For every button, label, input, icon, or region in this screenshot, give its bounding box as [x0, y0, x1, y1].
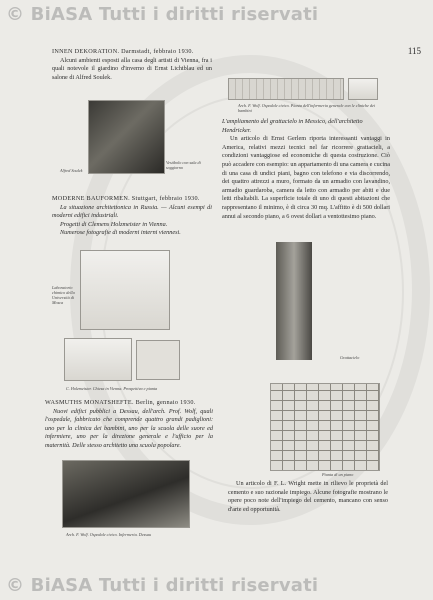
section-body: Un articolo di F. L. Wright mette in rilievo le proprietà del cemento e suo razionale impiego. Alcune fotografie mostrano le opere poco note dell'impiego del cemento, mancano con senso d'arte ed opportunità.	[228, 480, 388, 513]
drawing-church-plan	[136, 340, 180, 380]
watermark-top: © BiASA Tutti i diritti riservati	[6, 4, 319, 25]
section-wasmuths	[45, 399, 213, 451]
section-wright	[228, 480, 388, 514]
section-heading: L'ampliamento del grattacielo in Messico, dell'architetto	[222, 118, 363, 125]
drawing-skyscraper	[276, 242, 312, 360]
caption-skyscraper: Grattacielo	[340, 355, 360, 360]
section-heading: INNEN DEKORATION. Darmstadt, febbraio 1930.	[52, 48, 194, 55]
section-innen-dekoration	[52, 48, 212, 82]
section-heading: MODERNE BAUFORMEN. Stuttgart, febbraio 1930.	[52, 195, 200, 202]
caption-hospital: Arch. F. Wolf. Ospedale civico. Infermeria. Dessau	[66, 532, 152, 537]
section-skyscraper	[222, 118, 390, 221]
caption-church: C. Holzmeister. Chiesa in Vienna. Prospettiva e pianta	[66, 386, 158, 391]
photo-laboratory-building	[80, 250, 170, 330]
caption-hospital-plan: Arch. F. Wolf. Ospedale civico. Pianta dell'infermeria generale con le cliniche dei bambini	[238, 103, 376, 113]
photo-church-perspective	[64, 338, 132, 381]
watermark-bottom: © BiASA Tutti i diritti riservati	[6, 575, 319, 596]
photo-interior-room	[88, 100, 165, 174]
caption-laboratory: Laboratorio chimico della Università di Mosca	[52, 285, 75, 305]
drawing-hospital-plan	[228, 78, 344, 100]
section-moderne-bauformen	[52, 195, 212, 238]
section-body: La situazione architettonica in Russia. — Alcuni esempi di moderni edifici industriali.	[52, 203, 212, 220]
drawing-floor-plan	[270, 383, 380, 471]
section-heading-2: Hendricker.	[222, 126, 252, 134]
caption-photo-1b: Vestibolo con sala di soggiorno	[166, 160, 201, 170]
section-body: Alcuni ambienti esposti alla casa degli artisti di Vienna, fra i quali notevole il giardino d'inverno di Ernst Lichtblau ed un salone di Alfred Soulek.	[52, 56, 212, 81]
section-body: Un articolo di Ernst Gerlem riporta interessanti vantaggi in America, relativi mezzi tecnici nel far ricorrere grattacieli, a condizioni vantaggiose ed economiche di questa costruzione. Ciò può accadere con esempio: un appartamento di una camera e cucina di una casa di undici piani, bagno con telefono e via discorrendo, dei quattro attrezzi a muro, formato da un armadio con lavandino, armadio guardaroba, camera da letto con armadio per abiti e due letti ribaltabili. La superficie totale di uno di questi abitazioni che rappresentano il minimo, è di circa 30 mq. L'affitto è di 500 dollari annui al secondo piano, a 6 ovest dollari a ventottesimo piano.	[222, 135, 391, 220]
caption-floor-plan: Pianta di un piano	[322, 472, 354, 477]
section-body: Nuovi edifici pubblici a Dessau, dell'arch. Prof. Wolf, quali l'ospedale, fabbricato che comprende quattro grandi padiglioni: uno per la clinica dei bambini, uno per la scuola delle suore ed infermiere, uno per la direzione generale e l'ufficio per la maternità. Delle stesso architetto una scuola popolare.	[45, 407, 213, 449]
section-body: Numerose fotografie di moderni interni viennesi.	[60, 229, 181, 237]
caption-photo-1a: Alfred Soulek	[60, 168, 83, 173]
section-heading: WASMUTHS MONATSHEFTE. Berlin, gennaio 1930.	[45, 399, 196, 406]
page-number: 115	[407, 46, 421, 56]
section-body: Progetti di Clemens Holzmeister in Vienna.	[60, 220, 168, 228]
photo-hospital-aerial	[62, 460, 190, 528]
photo-hospital-small	[348, 78, 378, 100]
